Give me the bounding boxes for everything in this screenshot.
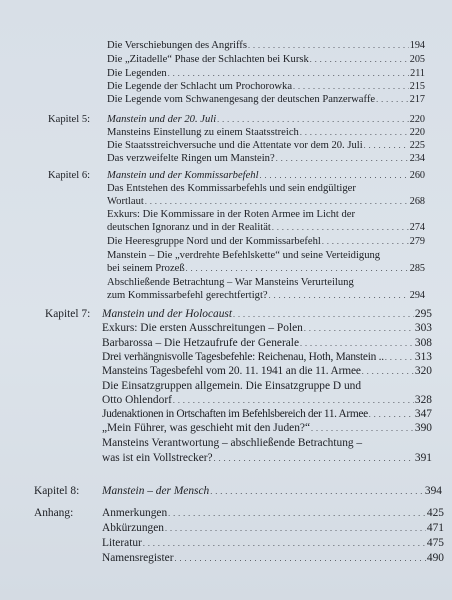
leader-dots <box>143 536 426 551</box>
toc-entry <box>107 235 425 248</box>
chapter-title: Manstein – der Mensch <box>102 485 210 497</box>
toc-entry-title: Namensregister <box>102 552 174 564</box>
toc-entry-page: 308 <box>414 337 432 349</box>
toc-entry-title: Otto Ohlendorf <box>102 394 172 406</box>
toc-entry-page: 475 <box>426 537 444 549</box>
appendix-entry <box>102 521 444 536</box>
toc-entry-page: 471 <box>426 522 444 534</box>
chapter-label: Kapitel 5: <box>48 114 91 125</box>
leader-dots <box>269 289 409 302</box>
toc-entry-page: 225 <box>409 140 425 151</box>
toc-entry-title: Exkurs: Die ersten Ausschreitungen – Polen <box>102 322 303 334</box>
toc-entry <box>107 67 425 80</box>
toc-entry <box>107 93 425 106</box>
toc-entry-title: Die Legenden <box>107 68 167 79</box>
appendix-entry <box>102 536 444 551</box>
toc-entry-title: Die Staatsstreichversuche und die Attentate vor dem 20. Juli <box>107 140 363 151</box>
leader-dots <box>376 93 409 106</box>
toc-entry <box>102 321 432 336</box>
leader-dots <box>168 506 426 521</box>
toc-entry-line1 <box>107 208 425 221</box>
leader-dots <box>173 393 414 408</box>
leader-dots <box>248 39 409 52</box>
toc-entry <box>102 336 432 351</box>
leader-dots <box>260 169 409 182</box>
toc-entry-page: 215 <box>409 81 425 92</box>
toc-entry-page: 390 <box>414 422 432 434</box>
toc-entry-title: Mansteins Verantwortung – abschließende Betrachtung – <box>102 437 363 449</box>
leader-dots <box>364 139 409 152</box>
chapter-page: 220 <box>409 114 425 125</box>
toc-entry-page: 194 <box>409 40 425 51</box>
toc-entry-title: Judenaktionen in Ortschaften im Befehlsbereich der 11. Armee <box>102 408 368 420</box>
appendix-label: Anhang: <box>34 507 74 519</box>
toc-entry-title: Abkürzungen <box>102 522 164 534</box>
toc-entry <box>107 139 425 152</box>
toc-entry-title: Abschließende Betrachtung – War Mansteins Verurteilung <box>107 277 354 288</box>
chapter-heading <box>102 484 442 499</box>
toc-entry-page: 313 <box>414 351 432 363</box>
toc-entry-title: Das verzweifelte Ringen um Manstein? <box>107 153 275 164</box>
leader-dots <box>311 421 414 436</box>
toc-entry <box>102 364 432 379</box>
toc-entry <box>102 393 432 408</box>
chapter-page: 295 <box>414 308 432 320</box>
toc-entry-line1 <box>102 436 432 451</box>
leader-dots <box>214 451 414 466</box>
toc-entry-line1 <box>102 379 432 394</box>
toc-entry-page: 303 <box>414 322 432 334</box>
toc-entry-title: bei seinem Prozeß <box>107 263 185 274</box>
toc-entry-title: zum Kommissarbefehl gerechtfertigt? <box>107 290 268 301</box>
chapter-label: Kapitel 7: <box>45 308 91 320</box>
toc-entry-title: Barbarossa – Die Hetzaufrufe der Generale <box>102 337 300 349</box>
toc-entry-title: Wortlaut <box>107 196 144 207</box>
leader-dots <box>217 113 409 126</box>
leader-dots <box>304 321 414 336</box>
leader-dots <box>174 551 425 566</box>
toc-entry-page: 268 <box>409 196 425 207</box>
chapter-label: Kapitel 8: <box>34 485 80 497</box>
chapter-heading <box>102 307 432 322</box>
leader-dots <box>362 364 414 379</box>
toc-entry <box>107 221 425 234</box>
toc-entry-title: Die Legende der Schlacht um Prochorowka <box>107 81 293 92</box>
chapter-label: Kapitel 6: <box>48 170 91 181</box>
chapter-title: Manstein und der Kommissarbefehl <box>107 170 259 181</box>
toc-entry-page: 490 <box>426 552 444 564</box>
leader-dots <box>210 484 424 499</box>
toc-entry <box>107 152 425 165</box>
toc-entry <box>107 126 425 139</box>
chapter-page: 394 <box>424 485 442 497</box>
toc-entry-page: 320 <box>414 365 432 377</box>
leader-dots <box>186 262 409 275</box>
toc-entry-title: was ist ein Vollstrecker? <box>102 452 213 464</box>
toc-entry-title: Das Entstehen des Kommissarbefehls und sein endgültiger <box>107 183 356 194</box>
toc-entry-page: 205 <box>409 54 425 65</box>
toc-entry <box>107 53 425 66</box>
toc-entry <box>107 39 425 52</box>
leader-dots <box>310 53 409 66</box>
toc-entry-line1 <box>107 182 425 195</box>
toc-entry-page: 220 <box>409 127 425 138</box>
toc-entry-page: 274 <box>409 222 425 233</box>
toc-entry-title: Mansteins Tagesbefehl vom 20. 11. 1941 an die 11. Armee <box>102 365 361 377</box>
toc-entry-title: Die Verschiebungen des Angriffs <box>107 40 247 51</box>
toc-entry-page: 294 <box>409 290 425 301</box>
chapter-page: 260 <box>409 170 425 181</box>
toc-entry <box>102 407 432 422</box>
toc-entry-page: 279 <box>409 236 425 247</box>
appendix-entry <box>102 551 444 566</box>
toc-entry-page: 391 <box>414 452 432 464</box>
toc-entry-line1 <box>107 249 425 262</box>
toc-entry-title: Anmerkungen <box>102 507 168 519</box>
leader-dots <box>293 80 409 93</box>
toc-entry-title: Die „Zitadelle“ Phase der Schlachten bei Kursk <box>107 54 309 65</box>
leader-dots <box>369 407 414 422</box>
leader-dots <box>385 350 414 365</box>
toc-entry <box>102 451 432 466</box>
toc-entry-page: 425 <box>426 507 444 519</box>
leader-dots <box>168 67 409 80</box>
toc-entry <box>102 350 432 365</box>
toc-entry <box>102 421 432 436</box>
chapter-heading <box>107 113 425 126</box>
toc-entry-title: Die Legende vom Schwanengesang der deutschen Panzerwaffe <box>107 94 376 105</box>
toc-entry-title: Exkurs: Die Kommissare in der Roten Armee im Licht der <box>107 209 356 220</box>
chapter-heading <box>107 169 425 182</box>
leader-dots <box>300 336 414 351</box>
toc-entry-title: Drei verhängnisvolle Tagesbefehle: Reichenau, Hoth, Manstein .. <box>102 351 384 363</box>
toc-entry-page: 217 <box>409 94 425 105</box>
leader-dots <box>276 152 409 165</box>
leader-dots <box>233 307 414 322</box>
leader-dots <box>300 126 409 139</box>
toc-entry <box>107 80 425 93</box>
toc-entry <box>107 289 425 302</box>
toc-entry-line1 <box>107 276 425 289</box>
toc-entry-title: Mansteins Einstellung zu einem Staatsstreich <box>107 127 299 138</box>
toc-entry-page: 234 <box>409 153 425 164</box>
toc-entry-page: 347 <box>414 408 432 420</box>
leader-dots <box>165 521 426 536</box>
chapter-title: Manstein und der 20. Juli <box>107 114 217 125</box>
toc-entry-page: 285 <box>409 263 425 274</box>
chapter-title: Manstein und der Holocaust <box>102 308 233 320</box>
toc-entry-title: „Mein Führer, was geschieht mit den Juden?“ <box>102 422 310 434</box>
toc-entry-title: Manstein – Die „verdrehte Befehlskette“ und seine Verteidigung <box>107 250 381 261</box>
toc-entry-page: 328 <box>414 394 432 406</box>
toc-entry <box>107 195 425 208</box>
leader-dots <box>272 221 409 234</box>
toc-entry-title: Die Einsatzgruppen allgemein. Die Einsatzgruppe D und <box>102 380 362 392</box>
appendix-entry <box>102 506 444 521</box>
toc-entry-page: 211 <box>410 68 425 79</box>
toc-entry-title: Literatur <box>102 537 142 549</box>
toc-entry-title: Die Heeresgruppe Nord und der Kommissarbefehl <box>107 236 321 247</box>
toc-entry <box>107 262 425 275</box>
leader-dots <box>145 195 409 208</box>
toc-entry-title: deutschen Ignoranz und in der Realität <box>107 222 271 233</box>
leader-dots <box>322 235 409 248</box>
